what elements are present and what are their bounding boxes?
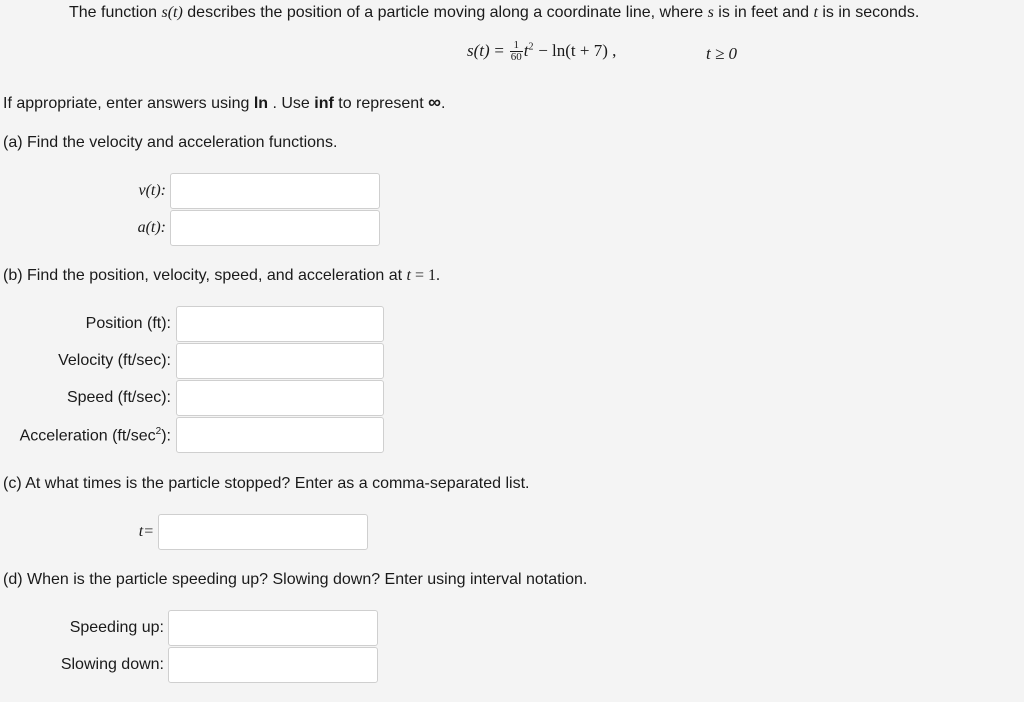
- intro-t: t: [813, 4, 818, 21]
- formula-lhs: s(t): [467, 40, 490, 60]
- stopped-t-label: t=: [138, 523, 154, 540]
- part-d-question: (d) When is the particle speeding up? Slowing down? Enter using interval notation.: [3, 571, 588, 588]
- instructions-ln: ln: [253, 95, 269, 112]
- acceleration-label: [20, 426, 171, 445]
- instructions-part-4: .: [440, 95, 446, 112]
- fraction-denominator: 60: [510, 51, 522, 63]
- acceleration-label-prefix: Acceleration (ft/sec: [19, 427, 156, 445]
- infinity-symbol: ∞: [428, 92, 441, 112]
- stopped-times-input[interactable]: [158, 514, 368, 550]
- intro-part-1: The function: [69, 4, 162, 21]
- slowing-down-input[interactable]: [168, 647, 378, 683]
- acceleration-label-suffix: ):: [161, 427, 171, 445]
- speeding-up-label: Speeding up:: [69, 619, 164, 636]
- intro-s-of-t: s(t): [161, 4, 183, 21]
- intro-part-2: describes the position of a particle moving along a coordinate line, where: [182, 4, 708, 21]
- speeding-up-input[interactable]: [168, 610, 378, 646]
- a-label: a(t):: [137, 219, 166, 236]
- v-input[interactable]: [170, 173, 380, 209]
- instructions-part-3: to represent: [333, 95, 429, 112]
- position-label: Position (ft):: [85, 315, 171, 332]
- slowing-down-label: Slowing down:: [60, 656, 164, 673]
- instructions-inf: inf: [314, 95, 334, 112]
- formula-constraint: t ≥ 0: [706, 44, 738, 63]
- position-formula: [467, 40, 616, 63]
- acceleration-input[interactable]: [176, 417, 384, 453]
- formula-exponent: 2: [528, 41, 534, 53]
- position-input[interactable]: [176, 306, 384, 342]
- instructions-part-1: If appropriate, enter answers using: [3, 95, 254, 112]
- instructions: [3, 92, 445, 113]
- part-a-question: (a) Find the velocity and acceleration functions.: [3, 134, 338, 151]
- part-b-t: t: [406, 267, 411, 284]
- intro-part-3: is in feet and: [713, 4, 814, 21]
- intro-part-4: is in seconds.: [817, 4, 920, 21]
- formula-fraction: [510, 40, 523, 63]
- v-label: v(t):: [138, 182, 166, 199]
- part-b-question: [3, 267, 440, 285]
- speed-input[interactable]: [176, 380, 384, 416]
- acceleration-label-exp: 2: [155, 426, 162, 437]
- formula-t: t: [523, 40, 529, 60]
- speed-label: Speed (ft/sec):: [66, 389, 171, 406]
- a-input[interactable]: [170, 210, 380, 246]
- instructions-part-2: . Use: [268, 95, 315, 112]
- formula-equals: =: [494, 40, 504, 60]
- part-c-question: (c) At what times is the particle stopped? Enter as a comma-separated list.: [3, 475, 530, 492]
- part-b-question-suffix: = 1.: [410, 267, 440, 284]
- fraction-numerator: 1: [510, 40, 523, 52]
- velocity-input[interactable]: [176, 343, 384, 379]
- velocity-label: Velocity (ft/sec):: [58, 352, 171, 369]
- intro-text: [69, 4, 919, 22]
- intro-s: s: [707, 4, 714, 21]
- formula-rest: − ln(t + 7) ,: [538, 40, 617, 60]
- part-b-question-prefix: (b) Find the position, velocity, speed, and acceleration at: [3, 267, 407, 284]
